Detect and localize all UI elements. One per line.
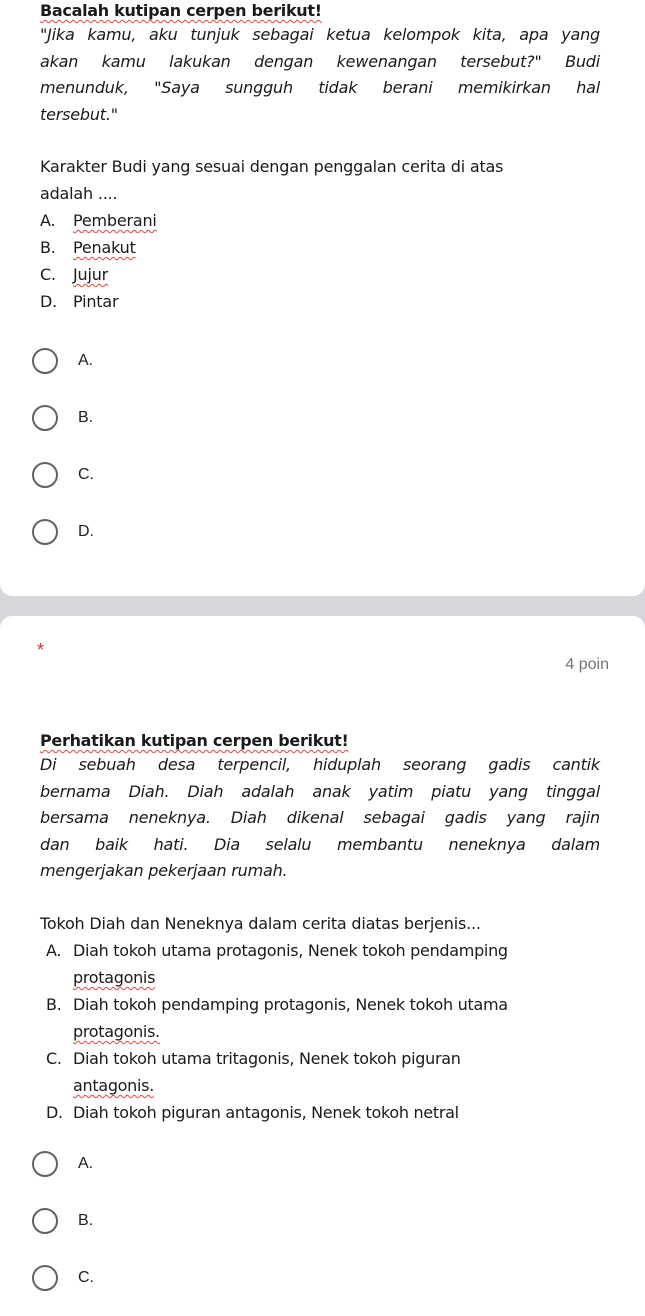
option-text: Diah tokoh piguran antagonis, Nenek tokoh netral	[73, 1103, 459, 1122]
option-text: Pemberani	[73, 211, 157, 230]
radio-choice-b[interactable]	[32, 403, 93, 433]
radio-choice-a[interactable]	[32, 346, 93, 376]
option-letter: C.	[40, 265, 56, 284]
question-1-passage	[40, 22, 600, 128]
points-label: 4 poin	[565, 656, 609, 673]
question-card-1	[0, 0, 645, 596]
image-option	[40, 1099, 600, 1126]
passage-line: "Jika kamu, aku tunjuk sebagai ketua kelompok kita, apa yang	[40, 25, 600, 44]
image-option	[40, 937, 600, 991]
choice-label[interactable]: A.	[78, 1155, 94, 1172]
question-1-heading: Bacalah kutipan cerpen berikut!	[40, 1, 322, 20]
choice-label[interactable]: D.	[78, 523, 94, 540]
passage-line: tersebut."	[40, 104, 118, 124]
question-2-prompt: Tokoh Diah dan Neneknya dalam cerita diatas berjenis...	[40, 913, 481, 933]
radio-choice-c[interactable]	[32, 1263, 94, 1293]
option-letter: A.	[46, 941, 62, 960]
passage-line: bersama neneknya. Diah dikenal sebagai gadis yang rajin	[40, 808, 600, 827]
radio-button-icon[interactable]	[32, 462, 58, 488]
radio-choice-b[interactable]	[32, 1206, 93, 1236]
image-option	[40, 207, 600, 234]
question-1-prompt	[40, 154, 600, 207]
passage-line: mengerjakan pekerjaan rumah.	[40, 861, 288, 880]
passage-line: akan kamu lakukan dengan kewenangan tersebut?" Budi	[40, 51, 600, 71]
image-option	[40, 261, 600, 288]
question-2-heading: Perhatikan kutipan cerpen berikut!	[40, 731, 349, 750]
option-text: Jujur	[73, 265, 109, 284]
radio-button-icon[interactable]	[32, 1265, 58, 1291]
option-text-line: Diah tokoh utama tritagonis, Nenek tokoh piguran	[73, 1049, 461, 1068]
image-option	[40, 288, 600, 315]
radio-button-icon[interactable]	[32, 405, 58, 431]
choice-label[interactable]: C.	[78, 1269, 94, 1286]
passage-line: Di sebuah desa terpencil, hiduplah seorang gadis cantik	[40, 755, 600, 774]
option-text-line: Diah tokoh utama protagonis, Nenek tokoh pendamping	[73, 941, 508, 960]
question-2-passage	[40, 752, 600, 885]
choice-label[interactable]: C.	[78, 466, 94, 483]
option-text	[73, 937, 508, 991]
option-letter: D.	[46, 1103, 63, 1122]
option-text-line: antagonis.	[73, 1076, 154, 1095]
option-letter: D.	[40, 292, 58, 311]
passage-line: menunduk, "Saya sungguh tidak berani memikirkan hal	[40, 78, 600, 97]
option-text-line: protagonis	[73, 968, 156, 987]
choice-label[interactable]: A.	[78, 352, 94, 369]
radio-choice-c[interactable]	[32, 460, 94, 490]
choice-label[interactable]: B.	[78, 409, 94, 426]
passage-line: bernama Diah. Diah adalah anak yatim piatu yang tinggal	[40, 781, 600, 801]
option-text: Penakut	[73, 238, 136, 257]
option-letter: A.	[40, 211, 56, 230]
prompt-line: adalah ....	[40, 183, 118, 203]
option-text-line: Diah tokoh pendamping protagonis, Nenek tokoh utama	[73, 995, 508, 1014]
image-option	[40, 234, 600, 261]
option-text: Pintar	[73, 292, 119, 311]
radio-button-icon[interactable]	[32, 1151, 58, 1177]
option-text	[73, 991, 508, 1045]
question-1-image-options	[40, 207, 600, 315]
question-1-image	[40, 0, 600, 315]
image-option	[40, 991, 600, 1045]
choice-label[interactable]: B.	[78, 1212, 94, 1229]
option-letter: C.	[46, 1049, 62, 1068]
passage-line: dan baik hati. Dia selalu membantu neneknya dalam	[40, 834, 600, 854]
option-text-line: protagonis.	[73, 1022, 160, 1041]
question-2-image-options	[40, 937, 600, 1126]
option-letter: B.	[40, 238, 56, 257]
question-2-image	[40, 730, 600, 1126]
required-marker: *	[37, 640, 45, 660]
radio-button-icon[interactable]	[32, 348, 58, 374]
radio-choice-a[interactable]	[32, 1149, 93, 1179]
radio-button-icon[interactable]	[32, 1208, 58, 1234]
question-card-2	[0, 616, 645, 1316]
option-letter: B.	[46, 995, 62, 1014]
option-text	[73, 1045, 461, 1099]
prompt-line: Karakter Budi yang sesuai dengan penggalan cerita di atas	[40, 157, 504, 176]
radio-button-icon[interactable]	[32, 519, 58, 545]
image-option	[40, 1045, 600, 1099]
radio-choice-d[interactable]	[32, 517, 94, 547]
